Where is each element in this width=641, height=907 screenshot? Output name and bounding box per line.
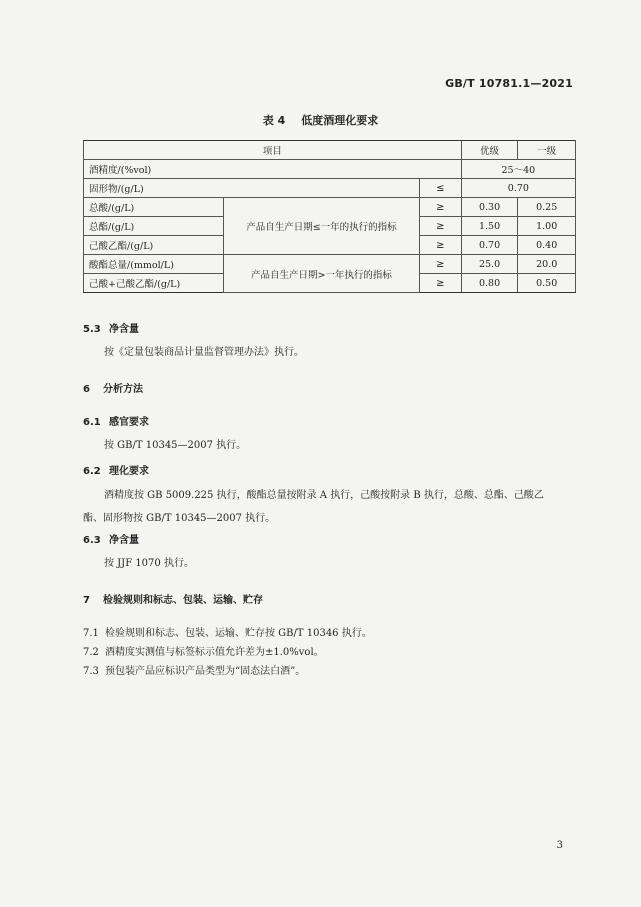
item-text: 检验规则和标志、包装、运输、贮存按 GB/T 10346 执行。 — [105, 628, 372, 639]
header-first: 一级 — [518, 141, 576, 160]
section-number: 6.2 — [83, 466, 101, 477]
row-item: 总酯/(g/L) — [84, 217, 224, 236]
table-row — [84, 179, 576, 198]
section-title: 净含量 — [109, 535, 139, 546]
page-number: 3 — [556, 840, 563, 851]
table-caption — [0, 112, 641, 128]
row-premium: 25.0 — [461, 255, 518, 274]
table-row — [84, 160, 576, 179]
condition-within-year: 产品自生产日期≤一年的执行的指标 — [223, 198, 419, 255]
row-first: 0.40 — [518, 236, 576, 255]
section-title: 净含量 — [109, 324, 139, 335]
standard-id: GB/T 10781.1—2021 — [445, 77, 573, 90]
table-label: 表 4 — [262, 114, 286, 127]
section-text-6-2: 酒精度按 GB 5009.225 执行，酸酯总量按附录 A 执行，己酸按附录 B 执行，总酸、总酯、己酸乙酯、固形物按 GB/T 10345—2007 执行。 — [83, 490, 544, 524]
section-title: 检验规则和标志、包装、运输、贮存 — [103, 595, 263, 606]
header-premium: 优级 — [461, 141, 518, 160]
section-text-6-1: 按 GB/T 10345—2007 执行。 — [104, 440, 247, 451]
section-title: 感官要求 — [109, 417, 149, 428]
item-number: 7.1 — [83, 628, 99, 639]
row-symbol: ≥ — [419, 274, 461, 293]
section-number: 7 — [83, 595, 90, 606]
row-symbol: ≥ — [419, 198, 461, 217]
table-title: 低度酒理化要求 — [301, 114, 379, 127]
section-heading-7 — [83, 591, 263, 606]
item-text: 酒精度实测值与标签标示值允许差为±1.0%vol。 — [105, 647, 324, 658]
section-heading-6-1 — [83, 413, 149, 428]
section-number: 6.3 — [83, 535, 101, 546]
section-number: 6.1 — [83, 417, 101, 428]
row-item: 酒精度/(%vol) — [84, 160, 462, 179]
requirements-table — [83, 140, 576, 293]
table-row — [84, 255, 576, 274]
list-item — [83, 624, 372, 639]
section-text-6-3: 按 JJF 1070 执行。 — [104, 558, 194, 569]
row-premium: 0.70 — [461, 236, 518, 255]
row-first: 20.0 — [518, 255, 576, 274]
row-item: 总酸/(g/L) — [84, 198, 224, 217]
row-item: 己酸+己酸乙酯/(g/L) — [84, 274, 224, 293]
row-premium: 1.50 — [461, 217, 518, 236]
section-text-5-3: 按《定量包装商品计量监督管理办法》执行。 — [104, 347, 304, 358]
table-row — [84, 198, 576, 217]
header-item: 项目 — [84, 141, 462, 160]
section-heading-6-3 — [83, 531, 139, 546]
section-heading-6-2 — [83, 462, 149, 477]
item-text: 预包装产品应标识产品类型为“固态法白酒”。 — [105, 666, 306, 677]
section-heading-5-3 — [83, 320, 139, 335]
row-merged-value: 25～40 — [461, 160, 575, 179]
row-item: 己酸乙酯/(g/L) — [84, 236, 224, 255]
row-premium: 0.80 — [461, 274, 518, 293]
item-number: 7.2 — [83, 647, 99, 658]
row-premium: 0.30 — [461, 198, 518, 217]
condition-over-year: 产品自生产日期>一年执行的指标 — [223, 255, 419, 293]
section-heading-6 — [83, 380, 143, 395]
section-number: 5.3 — [83, 324, 101, 335]
section-number: 6 — [83, 384, 90, 395]
list-item — [83, 662, 305, 677]
row-item: 固形物/(g/L) — [84, 179, 420, 198]
row-merged-value: 0.70 — [461, 179, 575, 198]
row-item: 酸酯总量/(mmol/L) — [84, 255, 224, 274]
row-symbol: ≥ — [419, 236, 461, 255]
item-number: 7.3 — [83, 666, 99, 677]
row-first: 0.25 — [518, 198, 576, 217]
table-header-row — [84, 141, 576, 160]
list-item — [83, 643, 324, 658]
row-symbol: ≥ — [419, 255, 461, 274]
row-first: 0.50 — [518, 274, 576, 293]
section-title: 分析方法 — [103, 384, 143, 395]
row-first: 1.00 — [518, 217, 576, 236]
section-title: 理化要求 — [109, 466, 149, 477]
row-symbol: ≤ — [419, 179, 461, 198]
row-symbol: ≥ — [419, 217, 461, 236]
